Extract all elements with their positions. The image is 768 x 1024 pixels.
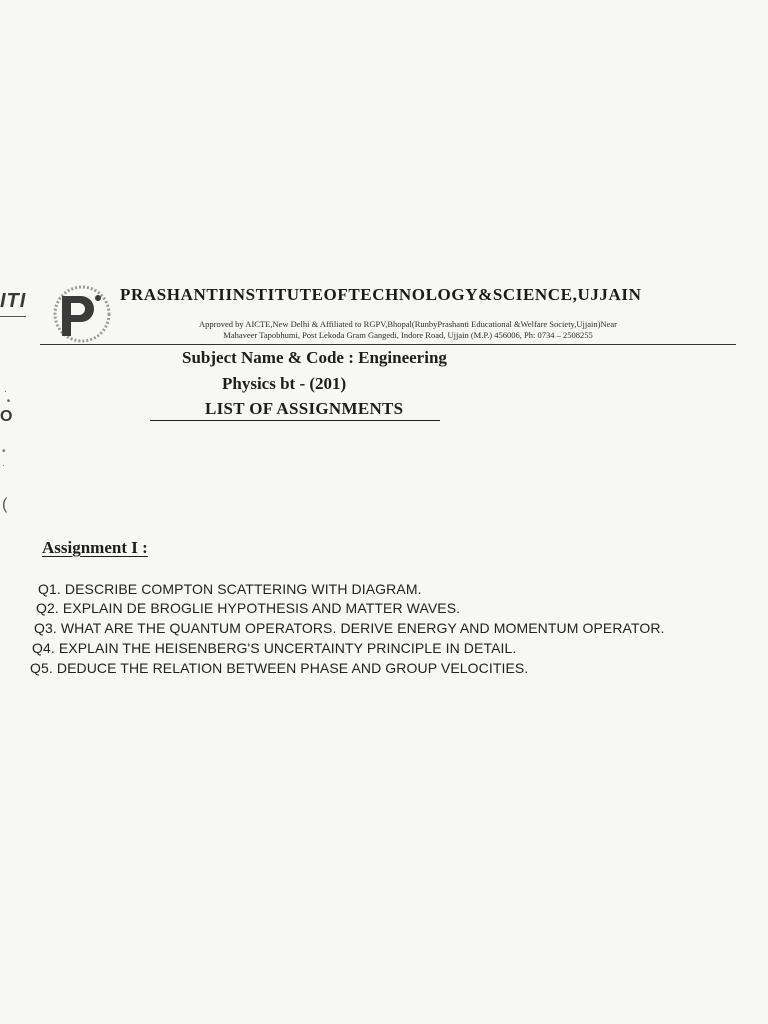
institute-name: PRASHANTIINSTITUTEOFTECHNOLOGY&SCIENCE,UJJAIN xyxy=(120,285,642,304)
question-item: Q5. DEDUCE THE RELATION BETWEEN PHASE AND GROUP VELOCITIES. xyxy=(30,660,529,676)
margin-fragment-curve: ( xyxy=(2,496,8,513)
approval-line-2: Mahaveer Tapobhumi, Post Lekoda Gram Gangedi, Indore Road, Ujjain (M.P.) 456006, Ph: 0734 – 2508255 xyxy=(223,330,593,340)
question-item: Q3. WHAT ARE THE QUANTUM OPERATORS. DERIVE ENERGY AND MOMENTUM OPERATOR. xyxy=(34,620,665,636)
subject-name-code: Subject Name & Code : Engineering xyxy=(182,348,447,367)
approval-line-1: Approved by AICTE,New Delhi & Affiliated to RGPV,Bhopal(RunbyPrashanti Educational &Welfare Society,Ujjain)Near xyxy=(199,319,617,329)
list-title: LIST OF ASSIGNMENTS xyxy=(205,399,404,418)
subject-course: Physics bt - (201) xyxy=(222,374,347,393)
question-item: Q2. EXPLAIN DE BROGLIE HYPOTHESIS AND MATTER WAVES. xyxy=(36,600,461,616)
question-item: Q1. DESCRIBE COMPTON SCATTERING WITH DIAGRAM. xyxy=(38,581,422,597)
margin-fragment-rule xyxy=(0,316,26,317)
question-item: Q4. EXPLAIN THE HEISENBERG'S UNCERTAINTY PRINCIPLE IN DETAIL. xyxy=(32,640,517,656)
assignment-title: Assignment I : xyxy=(42,538,148,557)
list-title-underline xyxy=(150,420,440,421)
margin-fragment-marks: . • xyxy=(4,384,11,407)
margin-fragment-marks-lower: • . xyxy=(2,446,6,469)
approval-address xyxy=(118,319,698,341)
header-divider xyxy=(40,344,736,345)
institute-logo-icon xyxy=(52,284,112,344)
margin-fragment-letter: O xyxy=(0,408,13,425)
margin-fragment-text: ITI xyxy=(0,290,27,312)
